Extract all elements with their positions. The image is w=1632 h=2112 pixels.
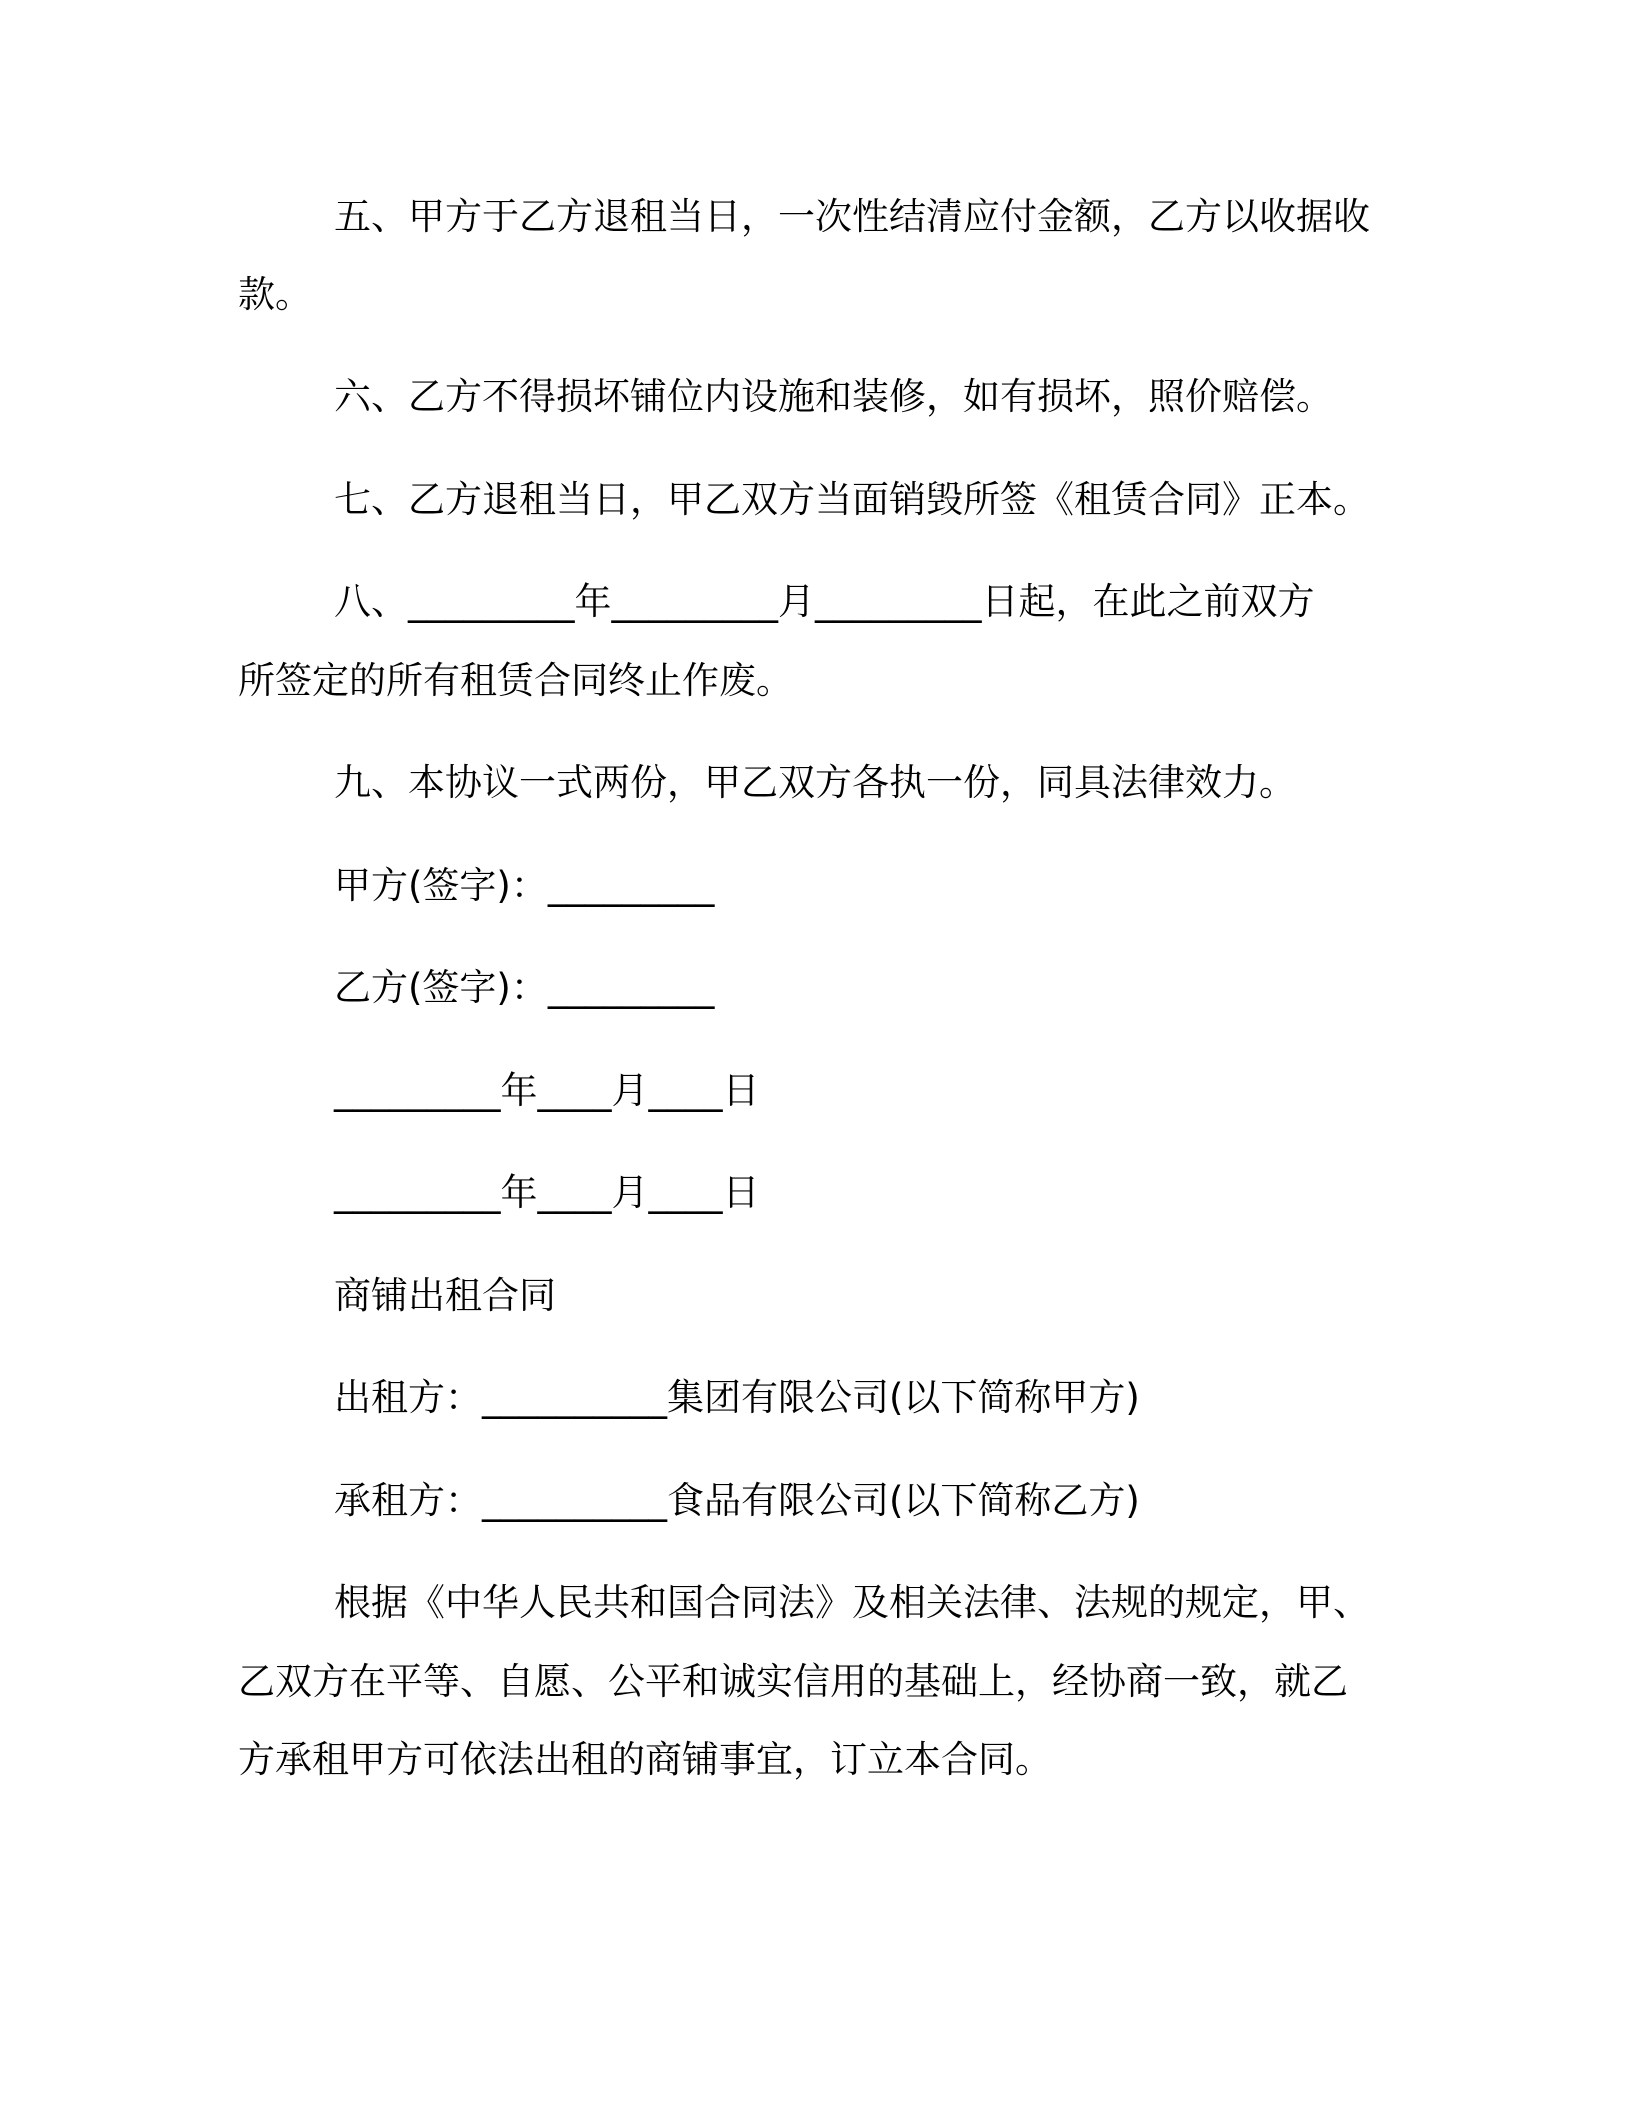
clause-8-line-2: 所签定的所有租赁合同终止作废。 — [238, 659, 793, 702]
signature-date-2: _________年____月____日 — [334, 1171, 760, 1214]
clause-9: 九、本协议一式两份，甲乙双方各执一份，同具法律效力。 — [334, 761, 1296, 804]
clause-5-line-2: 款。 — [238, 273, 312, 316]
lessee-line: 承租方：__________食品有限公司(以下简称乙方) — [334, 1479, 1140, 1522]
preamble-line-2: 乙双方在平等、自愿、公平和诚实信用的基础上，经协商一致，就乙 — [238, 1660, 1348, 1703]
clause-7: 七、乙方退租当日，甲乙双方当面销毁所签《租赁合同》正本。 — [334, 478, 1370, 521]
clause-6: 六、乙方不得损坏铺位内设施和装修，如有损坏，照价赔偿。 — [334, 375, 1333, 418]
clause-8-line-1: 八、_________年_________月_________日起，在此之前双方 — [334, 580, 1315, 623]
clause-5-line-1: 五、甲方于乙方退租当日，一次性结清应付金额，乙方以收据收 — [334, 195, 1370, 238]
lessor-line: 出租方：__________集团有限公司(以下简称甲方) — [334, 1376, 1140, 1419]
contract-title: 商铺出租合同 — [334, 1274, 556, 1317]
preamble-line-1: 根据《中华人民共和国合同法》及相关法律、法规的规定，甲、 — [334, 1581, 1370, 1624]
preamble-line-3: 方承租甲方可依法出租的商铺事宜，订立本合同。 — [238, 1738, 1052, 1781]
party-b-signature: 乙方(签字)：_________ — [334, 966, 715, 1009]
party-a-signature: 甲方(签字)：_________ — [334, 864, 715, 907]
signature-date-1: _________年____月____日 — [334, 1069, 760, 1112]
